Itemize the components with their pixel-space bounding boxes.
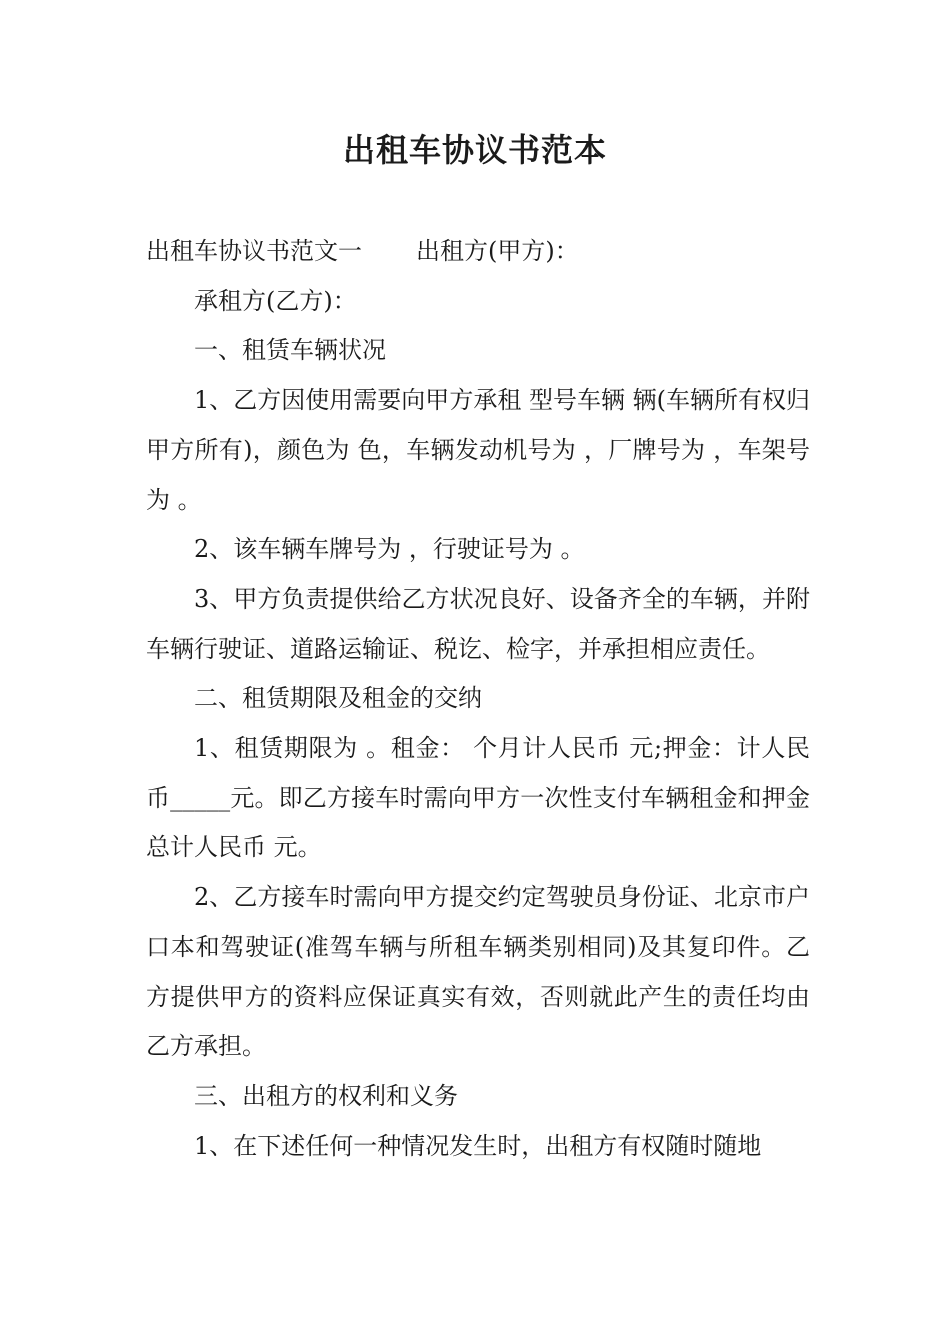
document-body — [146, 227, 810, 1171]
paragraph-2-2: 2、乙方接车时需向甲方提交约定驾驶员身份证、北京市户口本和驾驶证(准驾车辆与所租车辆类别相同)及其复印件。乙方提供甲方的资料应保证真实有效，否则就此产生的责任均由乙方承担。 — [146, 883, 810, 1061]
paragraph-lessee: 承租方(乙方)： — [194, 286, 357, 315]
section-heading-2: 二、租赁期限及租金的交纳 — [194, 684, 482, 713]
section-heading-1: 一、租赁车辆状况 — [194, 336, 386, 365]
document-title: 出租车协议书范本 — [342, 131, 607, 169]
intro-line — [146, 227, 810, 277]
intro-left: 出租车协议书范文一 — [146, 237, 362, 265]
paragraph-3-1: 1、在下述任何一种情况发生时，出租方有权随时随地 — [194, 1131, 762, 1160]
paragraph-1-2: 2、该车辆车牌号为 ，行驶证号为 。 — [194, 535, 585, 564]
section-heading-3: 三、出租方的权利和义务 — [194, 1081, 458, 1110]
paragraph-1-3: 3、甲方负责提供给乙方状况良好、设备齐全的车辆，并附车辆行驶证、道路运输证、税讫、检字，并承担相应责任。 — [146, 584, 810, 663]
paragraph-2-1: 1、租赁期限为 。租金： 个月计人民币 元;押金：计人民币_____元。即乙方接车时需向甲方一次性支付车辆租金和押金总计人民币 元。 — [146, 734, 810, 862]
paragraph-1-1: 1、乙方因使用需要向甲方承租 型号车辆 辆(车辆所有权归甲方所有)，颜色为 色，车辆发动机号为 ，厂牌号为 ，车架号为 。 — [146, 386, 810, 514]
intro-right: 出租方(甲方)： — [416, 237, 579, 265]
